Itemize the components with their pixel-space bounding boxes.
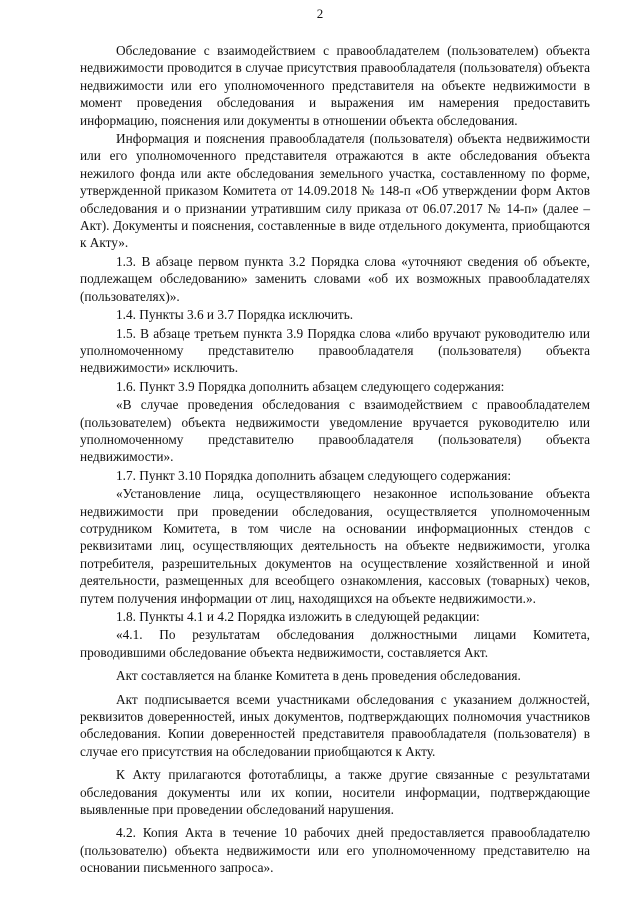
paragraph: Обследование с взаимодействием с правообладателем (пользователем) объекта недвижимости проводится в случае присутствия правообладателя (пользователя) объекта недвижимости или его уполномоченного представителя на объекте недвижимости в момент проведения обследования и выражения им намерения предоставить информацию, пояснения или документы в отношении объекта обследования. — [80, 43, 590, 128]
paragraph: 1.3. В абзаце первом пункта 3.2 Порядка слова «уточняют сведения об объекте, подлежащем обследованию» заменить словами «об их возможных правообладателях (пользователях)». — [80, 253, 590, 304]
paragraph: «В случае проведения обследования с взаимодействием с правообладателем (пользователем) объекта недвижимости уведомление вручается руководителю или уполномоченному представителю правообладателя (пользователя) объекта недвижимости». — [80, 397, 590, 465]
document-body — [80, 42, 590, 877]
paragraph: К Акту прилагаются фототаблицы, а также другие связанные с результатами обследования документы или их копии, носители информации, подтверждающие выявленные при проведении обследований нарушения. — [80, 767, 590, 818]
paragraph: «4.1. По результатам обследования должностными лицами Комитета, проводившими обследование объекта недвижимости, составляется Акт. — [80, 627, 590, 660]
paragraph: 1.5. В абзаце третьем пункта 3.9 Порядка слова «либо вручают руководителю или уполномоченному представителю правообладателя (пользователя) объекта недвижимости» исключить. — [80, 325, 590, 376]
paragraph: 4.2. Копия Акта в течение 10 рабочих дней предоставляется правообладателю (пользователю) объекта недвижимости или его уполномоченному представителю на основании письменного запроса». — [80, 825, 590, 876]
page-number: 2 — [316, 6, 324, 21]
paragraph: Информация и пояснения правообладателя (пользователя) объекта недвижимости или его уполномоченного представителя отражаются в акте обследования объекта нежилого фонда или акте обследования земельного участка, составленному по форме, утвержденной приказом Комитета от 14.09.2018 № 148-п «Об утверждении форм Актов обследования и о признании утратившим силу приказа от 06.07.2017 № 14-п» (далее – Акт). Документы и пояснения, составленные в виде отдельного документа, приобщаются к Акту». — [80, 131, 590, 251]
paragraph: 1.7. Пункт 3.10 Порядка дополнить абзацем следующего содержания: — [116, 467, 512, 483]
paragraph: Акт составляется на бланке Комитета в день проведения обследования. — [116, 668, 521, 684]
paragraph: «Установление лица, осуществляющего незаконное использование объекта недвижимости при проведении обследования, осуществляется уполномоченным сотрудником Комитета, в том числе на основании информационных стендов с реквизитами лиц, осуществляющих деятельность на объекте недвижимости, уголка потребителя, разрешительных документов на осуществление хозяйственной и иной деятельности, размещенных для всеобщего ознакомления, кассовых (товарных) чеков, путем получения информации от лиц, находящихся на объекте недвижимости.». — [80, 486, 590, 606]
paragraph: 1.8. Пункты 4.1 и 4.2 Порядка изложить в следующей редакции: — [116, 609, 480, 624]
paragraph: 1.6. Пункт 3.9 Порядка дополнить абзацем следующего содержания: — [116, 378, 505, 394]
paragraph: Акт подписывается всеми участниками обследования с указанием должностей, реквизитов доверенностей, иных документов, подтверждающих полномочия участников обследования. Копии доверенностей представителя правообладателя (пользователя) в случае его присутствия на обследовании приобщаются к Акту. — [80, 691, 590, 759]
paragraph: 1.4. Пункты 3.6 и 3.7 Порядка исключить. — [116, 307, 354, 323]
